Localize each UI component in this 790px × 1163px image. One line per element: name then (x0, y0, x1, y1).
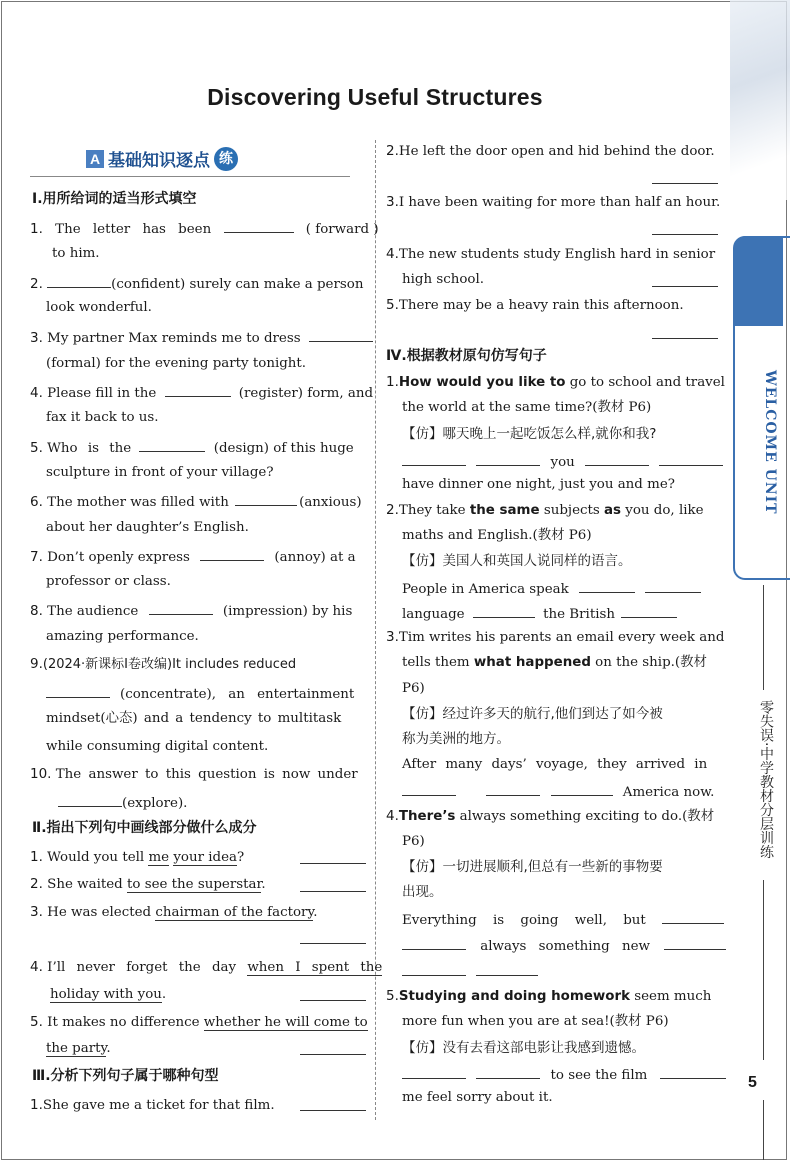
p3-q2: 2.He left the door open and hid behind the door. (386, 143, 715, 159)
p3-q3: 3.I have been waiting for more than half an hour. (386, 194, 721, 210)
part3-heading: Ⅲ.分析下列句子属于哪种句型 (32, 1068, 219, 1084)
answer-blank[interactable] (149, 601, 213, 615)
answer-line[interactable] (300, 891, 366, 892)
answer-blank[interactable] (621, 604, 677, 618)
answer-line[interactable] (300, 1054, 366, 1055)
q1-line2: to him. (52, 246, 100, 261)
p4-q2-line1: 2.They take the same subjects as you do, like (386, 502, 704, 518)
q9-line1: 9.(2024·新课标Ⅰ卷改编)It includes reduced (30, 656, 297, 672)
q1-line1: 1. The letter has been ( forward ) (30, 221, 379, 237)
p4-q2-fill2: language the British (402, 604, 677, 623)
q9-line4: while consuming digital content. (46, 739, 269, 754)
q4-line2: fax it back to us. (46, 410, 159, 425)
p4-q3-line2: tells them what happened on the ship.(教材 (402, 655, 707, 670)
p4-q4-prompt1: 【仿】一切进展顺利,但总有一些新的事物要 (402, 859, 663, 875)
p4-q5-line1: 5.Studying and doing homework seem much (386, 988, 712, 1004)
p2-q1: 1. Would you tell me your idea? (30, 849, 245, 865)
p4-q3-prompt2: 称为美洲的地方。 (402, 731, 510, 747)
section-divider (30, 176, 350, 177)
p4-q1-prompt: 【仿】哪天晚上一起吃饭怎么样,就你和我? (402, 426, 657, 442)
answer-blank[interactable] (659, 452, 723, 466)
answer-blank[interactable] (47, 274, 111, 288)
q5-line2: sculpture in front of your village? (46, 465, 274, 480)
answer-blank[interactable] (224, 219, 294, 233)
answer-blank[interactable] (46, 684, 110, 698)
side-rule-end (763, 1100, 764, 1160)
q3-line2: (formal) for the evening party tonight. (46, 356, 307, 371)
section-label: 基础知识逐点 (108, 151, 210, 171)
answer-blank[interactable] (139, 438, 205, 452)
q10-line1: 10. The answer to this question is now under (30, 766, 358, 782)
answer-blank[interactable] (486, 782, 540, 796)
side-rule-bottom (763, 880, 764, 1060)
q10-line2: (explore). (58, 793, 187, 812)
p2-q4-line1: 4. I’ll never forget the day when I spent the (30, 959, 383, 975)
p4-q4-line1: 4.There’s always something exciting to do.(教材 (386, 808, 715, 824)
p4-q5-fill2: me feel sorry about it. (402, 1090, 553, 1105)
part1-heading: Ⅰ.用所给词的适当形式填空 (32, 191, 197, 207)
answer-blank[interactable] (579, 579, 635, 593)
answer-blank[interactable] (476, 962, 538, 976)
q4-line1: 4. Please fill in the (register) form, and (30, 385, 374, 401)
q3-line1: 3. My partner Max reminds me to dress (30, 328, 373, 347)
unit-label: WELCOME UNIT (762, 370, 778, 515)
p4-q4-fill1: Everything is going well, but (402, 910, 724, 929)
q6-line1: 6. The mother was filled with (anxious) (30, 494, 362, 510)
answer-blank[interactable] (402, 452, 466, 466)
p4-q5-fill1: to see the film (402, 1065, 726, 1084)
answer-blank[interactable] (402, 1065, 466, 1079)
answer-blank[interactable] (662, 910, 724, 924)
answer-blank[interactable] (235, 492, 297, 506)
p4-q1-line1: 1.How would you like to go to school and travel (386, 374, 725, 390)
p3-q5: 5.There may be a heavy rain this afternoon. (386, 297, 684, 313)
q7-line1: 7. Don’t openly express (annoy) at a (30, 549, 356, 565)
side-rule-top (763, 585, 764, 690)
p3-q1: 1.She gave me a ticket for that film. (30, 1097, 275, 1113)
answer-blank[interactable] (402, 936, 466, 950)
answer-line[interactable] (652, 234, 718, 235)
answer-line[interactable] (652, 183, 718, 184)
answer-blank[interactable] (645, 579, 701, 593)
p3-q4-line1: 4.The new students study English hard in senior (386, 246, 716, 262)
q8-line2: amazing performance. (46, 629, 199, 644)
section-badge: A (86, 150, 104, 168)
p4-q5-prompt: 【仿】没有去看这部电影让我感到遗憾。 (402, 1040, 645, 1056)
answer-blank[interactable] (585, 452, 649, 466)
p3-q4-line2: high school. (402, 272, 485, 287)
p2-q5-line2: the party. (46, 1041, 111, 1056)
p2-q2: 2. She waited to see the superstar. (30, 876, 266, 892)
q6-line2: about her daughter’s English. (46, 520, 249, 535)
answer-line[interactable] (300, 1110, 366, 1111)
q9-line2: (concentrate), an entertainment (46, 684, 354, 703)
p2-q5-line1: 5. It makes no difference whether he will come to (30, 1014, 368, 1030)
answer-blank[interactable] (551, 782, 613, 796)
q2-line2: look wonderful. (46, 300, 152, 315)
q5-line1: 5. Who is the (design) of this huge (30, 440, 354, 456)
p4-q4-prompt2: 出现。 (402, 884, 443, 900)
p4-q3-line1: 3.Tim writes his parents an email every week and (386, 629, 725, 645)
answer-blank[interactable] (58, 793, 122, 807)
page-title: Discovering Useful Structures (207, 84, 543, 110)
section-a-header (86, 146, 238, 171)
answer-blank[interactable] (476, 1065, 540, 1079)
answer-blank[interactable] (309, 328, 373, 342)
q2-line1: 2. (confident) surely can make a person (30, 276, 364, 292)
answer-blank[interactable] (664, 936, 726, 950)
p4-q3-prompt1: 【仿】经过许多天的航行,他们到达了如今被 (402, 706, 663, 722)
p4-q4-fill3 (402, 962, 538, 981)
p4-q2-fill1: People in America speak (402, 579, 701, 598)
part4-heading: Ⅳ.根据教材原句仿写句子 (386, 348, 547, 364)
p4-q1-fill1: you (402, 452, 723, 471)
p4-q2-prompt: 【仿】美国人和英国人说同样的语言。 (402, 553, 632, 569)
p4-q1-fill2: have dinner one night, just you and me? (402, 477, 675, 492)
answer-line[interactable] (300, 1000, 366, 1001)
answer-line[interactable] (300, 863, 366, 864)
answer-line[interactable] (652, 338, 718, 339)
p4-q2-line2: maths and English.(教材 P6) (402, 528, 592, 543)
p4-q3-fill1: After many days’ voyage, they arrived in (402, 757, 708, 772)
p4-q4-line2: P6) (402, 834, 425, 849)
p4-q5-line2: more fun when you are at sea!(教材 P6) (402, 1014, 669, 1029)
p4-q3-fill2: America now. (402, 782, 714, 801)
p4-q4-fill2: always something new (402, 936, 726, 955)
page-number: 5 (748, 1074, 757, 1091)
answer-blank[interactable] (200, 547, 264, 561)
p4-q1-line2: the world at the same time?(教材 P6) (402, 400, 652, 415)
p4-q3-line3: P6) (402, 681, 425, 696)
answer-blank[interactable] (660, 1065, 726, 1079)
answer-blank[interactable] (165, 383, 231, 397)
answer-blank[interactable] (473, 604, 535, 618)
practice-icon: 练 (214, 147, 238, 171)
q8-line1: 8. The audience (impression) by his (30, 603, 353, 619)
answer-line[interactable] (652, 286, 718, 287)
series-label: 零失误·中学教材分层训练 (758, 700, 774, 859)
side-tab (735, 236, 783, 326)
p2-q4-line2: holiday with you. (50, 987, 167, 1002)
part2-heading: Ⅱ.指出下列句中画线部分做什么成分 (32, 820, 257, 836)
answer-line[interactable] (300, 943, 366, 944)
q9-line3: mindset(心态) and a tendency to multitask (46, 711, 342, 726)
answer-blank[interactable] (476, 452, 540, 466)
q7-line2: professor or class. (46, 574, 171, 589)
answer-blank[interactable] (402, 782, 456, 796)
answer-blank[interactable] (402, 962, 466, 976)
p2-q3: 3. He was elected chairman of the factory. (30, 904, 318, 920)
